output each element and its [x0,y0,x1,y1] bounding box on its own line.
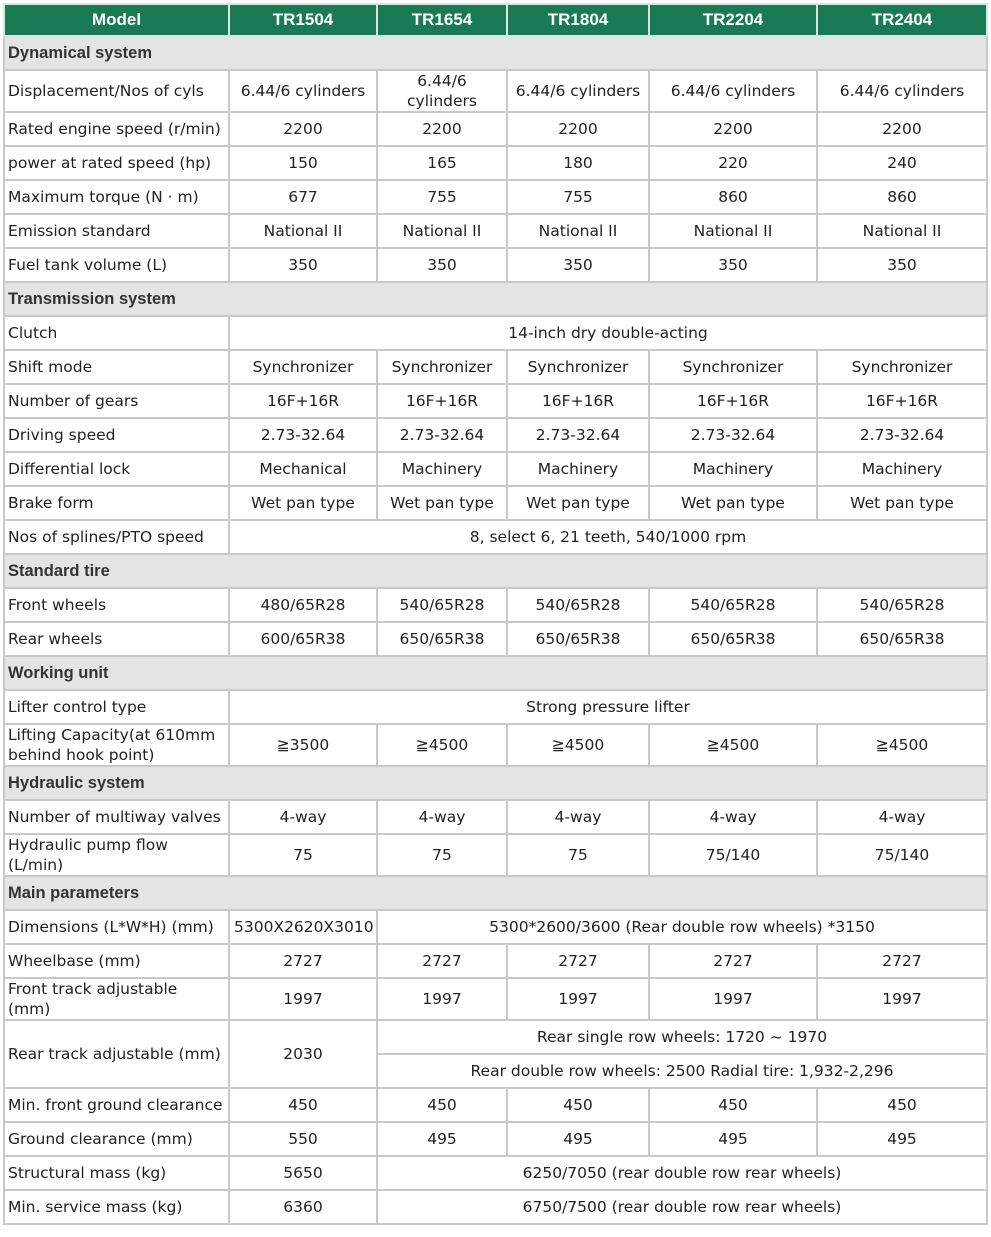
value-cell: 1997 [377,978,507,1020]
spec-row [4,520,987,554]
value-cell: 495 [377,1122,507,1156]
value-cell: 5300*2600/3600 (Rear double row wheels) *3150 [377,910,987,944]
spec-row [4,800,987,834]
section-title: Hydraulic system [4,766,987,800]
row-label: Hydraulic pump flow (L/min) [4,834,229,876]
value-cell: 2.73-32.64 [377,418,507,452]
section-title: Transmission system [4,282,987,316]
row-label: Lifter control type [4,690,229,724]
row-label: Number of gears [4,384,229,418]
row-label: Rear track adjustable (mm) [4,1020,229,1088]
value-cell: 165 [377,146,507,180]
header-model-tr1654: TR1654 [377,4,507,36]
row-label: Dimensions (L*W*H) (mm) [4,910,229,944]
value-cell: 75/140 [649,834,817,876]
header-model-tr2204: TR2204 [649,4,817,36]
value-cell: 220 [649,146,817,180]
value-cell: 2200 [377,112,507,146]
value-cell: 16F+16R [649,384,817,418]
value-cell: 2200 [229,112,377,146]
row-label: Ground clearance (mm) [4,1122,229,1156]
row-label: Nos of splines/PTO speed [4,520,229,554]
spec-row [4,1190,987,1224]
value-cell: 4-way [817,800,987,834]
value-cell: 677 [229,180,377,214]
value-cell: 6.44/6 cylinders [507,70,649,112]
spec-row [4,1122,987,1156]
spec-row [4,910,987,944]
spec-row [4,180,987,214]
value-cell: Wet pan type [507,486,649,520]
value-cell: Rear single row wheels: 1720 ~ 1970 [377,1020,987,1054]
value-cell: 16F+16R [507,384,649,418]
value-cell: 2200 [507,112,649,146]
row-label: Front track adjustable (mm) [4,978,229,1020]
value-cell: 16F+16R [229,384,377,418]
row-label: Differential lock [4,452,229,486]
row-label: Fuel tank volume (L) [4,248,229,282]
value-cell: Synchronizer [507,350,649,384]
section-title: Dynamical system [4,36,987,70]
value-cell: 6.44/6 cylinders [817,70,987,112]
value-cell: 650/65R38 [649,622,817,656]
value-cell: 860 [817,180,987,214]
value-cell: 8, select 6, 21 teeth, 540/1000 rpm [229,520,987,554]
value-cell: 495 [649,1122,817,1156]
value-cell: Machinery [377,452,507,486]
header-row [4,4,987,36]
value-cell: 4-way [229,800,377,834]
value-cell: 240 [817,146,987,180]
value-cell: 75 [229,834,377,876]
value-cell: 540/65R28 [817,588,987,622]
value-cell: 550 [229,1122,377,1156]
value-cell: Wet pan type [229,486,377,520]
value-cell: Machinery [649,452,817,486]
value-cell: ≧4500 [649,724,817,766]
value-cell: 2.73-32.64 [817,418,987,452]
row-label: power at rated speed (hp) [4,146,229,180]
value-cell: National II [817,214,987,248]
value-cell: 5650 [229,1156,377,1190]
value-cell: 2200 [649,112,817,146]
value-cell: 75/140 [817,834,987,876]
value-cell: Synchronizer [229,350,377,384]
value-cell: 350 [507,248,649,282]
spec-row [4,112,987,146]
row-label: Min. front ground clearance [4,1088,229,1122]
value-cell: 350 [229,248,377,282]
section-header-row [4,554,987,588]
section-title: Working unit [4,656,987,690]
value-cell: 6250/7050 (rear double row rear wheels) [377,1156,987,1190]
row-label: Number of multiway valves [4,800,229,834]
value-cell: 350 [817,248,987,282]
value-cell: 650/65R38 [377,622,507,656]
row-label: Front wheels [4,588,229,622]
value-cell: 75 [377,834,507,876]
value-cell: 450 [377,1088,507,1122]
value-cell: 1997 [649,978,817,1020]
value-cell: 755 [507,180,649,214]
value-cell: 2727 [817,944,987,978]
row-label: Maximum torque (N · m) [4,180,229,214]
spec-row [4,1088,987,1122]
value-cell: 650/65R38 [507,622,649,656]
value-cell: 4-way [377,800,507,834]
value-cell: 6.44/6 cylinders [377,70,507,112]
value-cell: Synchronizer [377,350,507,384]
value-cell: 450 [507,1088,649,1122]
spec-row [4,690,987,724]
row-label: Min. service mass (kg) [4,1190,229,1224]
value-cell: 16F+16R [377,384,507,418]
spec-row [4,452,987,486]
value-cell: Machinery [817,452,987,486]
spec-row [4,944,987,978]
value-cell: Synchronizer [817,350,987,384]
value-cell: 2727 [507,944,649,978]
value-cell: 1997 [229,978,377,1020]
section-title: Main parameters [4,876,987,910]
section-header-row [4,766,987,800]
value-cell: 350 [377,248,507,282]
spec-row [4,978,987,1020]
spec-row [4,350,987,384]
value-cell: 860 [649,180,817,214]
value-cell: 450 [817,1088,987,1122]
value-cell: 75 [507,834,649,876]
value-cell: 540/65R28 [507,588,649,622]
spec-row [4,146,987,180]
spec-row [4,418,987,452]
value-cell: 1997 [817,978,987,1020]
value-cell: ≧3500 [229,724,377,766]
value-cell: 4-way [507,800,649,834]
value-cell: 540/65R28 [649,588,817,622]
value-cell: Mechanical [229,452,377,486]
row-label: Emission standard [4,214,229,248]
value-cell: Machinery [507,452,649,486]
spec-row [4,316,987,350]
value-cell: 2727 [649,944,817,978]
value-cell: 6750/7500 (rear double row rear wheels) [377,1190,987,1224]
value-cell: 14-inch dry double-acting [229,316,987,350]
spec-row [4,486,987,520]
spec-row [4,214,987,248]
row-label: Rated engine speed (r/min) [4,112,229,146]
row-label: Displacement/Nos of cyls [4,70,229,112]
value-cell: ≧4500 [817,724,987,766]
value-cell: 2.73-32.64 [229,418,377,452]
value-cell: 5300X2620X3010 [229,910,377,944]
value-cell: ≧4500 [377,724,507,766]
value-cell: 480/65R28 [229,588,377,622]
spec-row [4,384,987,418]
row-label: Rear wheels [4,622,229,656]
value-cell: 450 [649,1088,817,1122]
value-cell: 450 [229,1088,377,1122]
value-cell: 540/65R28 [377,588,507,622]
value-cell: ≧4500 [507,724,649,766]
row-label: Lifting Capacity(at 610mm behind hook point) [4,724,229,766]
value-cell: 2.73-32.64 [507,418,649,452]
header-model-tr2404: TR2404 [817,4,987,36]
value-cell: 2200 [817,112,987,146]
row-label: Structural mass (kg) [4,1156,229,1190]
value-cell: 150 [229,146,377,180]
spec-row [4,588,987,622]
value-cell: Wet pan type [377,486,507,520]
row-label: Shift mode [4,350,229,384]
row-label: Wheelbase (mm) [4,944,229,978]
value-cell: 4-way [649,800,817,834]
spec-table [3,3,988,1225]
value-cell: 650/65R38 [817,622,987,656]
value-cell: 6.44/6 cylinders [649,70,817,112]
spec-row [4,1156,987,1190]
spec-row [4,248,987,282]
section-header-row [4,656,987,690]
value-cell: National II [229,214,377,248]
value-cell: 2727 [377,944,507,978]
value-cell: 16F+16R [817,384,987,418]
value-cell: 6360 [229,1190,377,1224]
value-cell: 350 [649,248,817,282]
value-cell: 1997 [507,978,649,1020]
spec-row [4,834,987,876]
value-cell: 600/65R38 [229,622,377,656]
section-header-row [4,876,987,910]
value-cell: Strong pressure lifter [229,690,987,724]
value-cell: 495 [817,1122,987,1156]
value-cell: Rear double row wheels: 2500 Radial tire: 1,932-2,296 [377,1054,987,1088]
header-model-tr1504: TR1504 [229,4,377,36]
value-cell: 755 [377,180,507,214]
value-cell: 180 [507,146,649,180]
header-model-tr1804: TR1804 [507,4,649,36]
row-label: Clutch [4,316,229,350]
header-model-label: Model [4,4,229,36]
spec-row [4,70,987,112]
section-title: Standard tire [4,554,987,588]
value-cell: 2030 [229,1020,377,1088]
value-cell: National II [507,214,649,248]
spec-body [4,36,987,1224]
value-cell: 2.73-32.64 [649,418,817,452]
spec-row [4,622,987,656]
section-header-row [4,282,987,316]
value-cell: Wet pan type [817,486,987,520]
value-cell: 6.44/6 cylinders [229,70,377,112]
value-cell: National II [649,214,817,248]
spec-row [4,724,987,766]
value-cell: National II [377,214,507,248]
row-label: Driving speed [4,418,229,452]
value-cell: 495 [507,1122,649,1156]
value-cell: Wet pan type [649,486,817,520]
row-label: Brake form [4,486,229,520]
value-cell: 2727 [229,944,377,978]
value-cell: Synchronizer [649,350,817,384]
spec-row [4,1020,987,1054]
section-header-row [4,36,987,70]
